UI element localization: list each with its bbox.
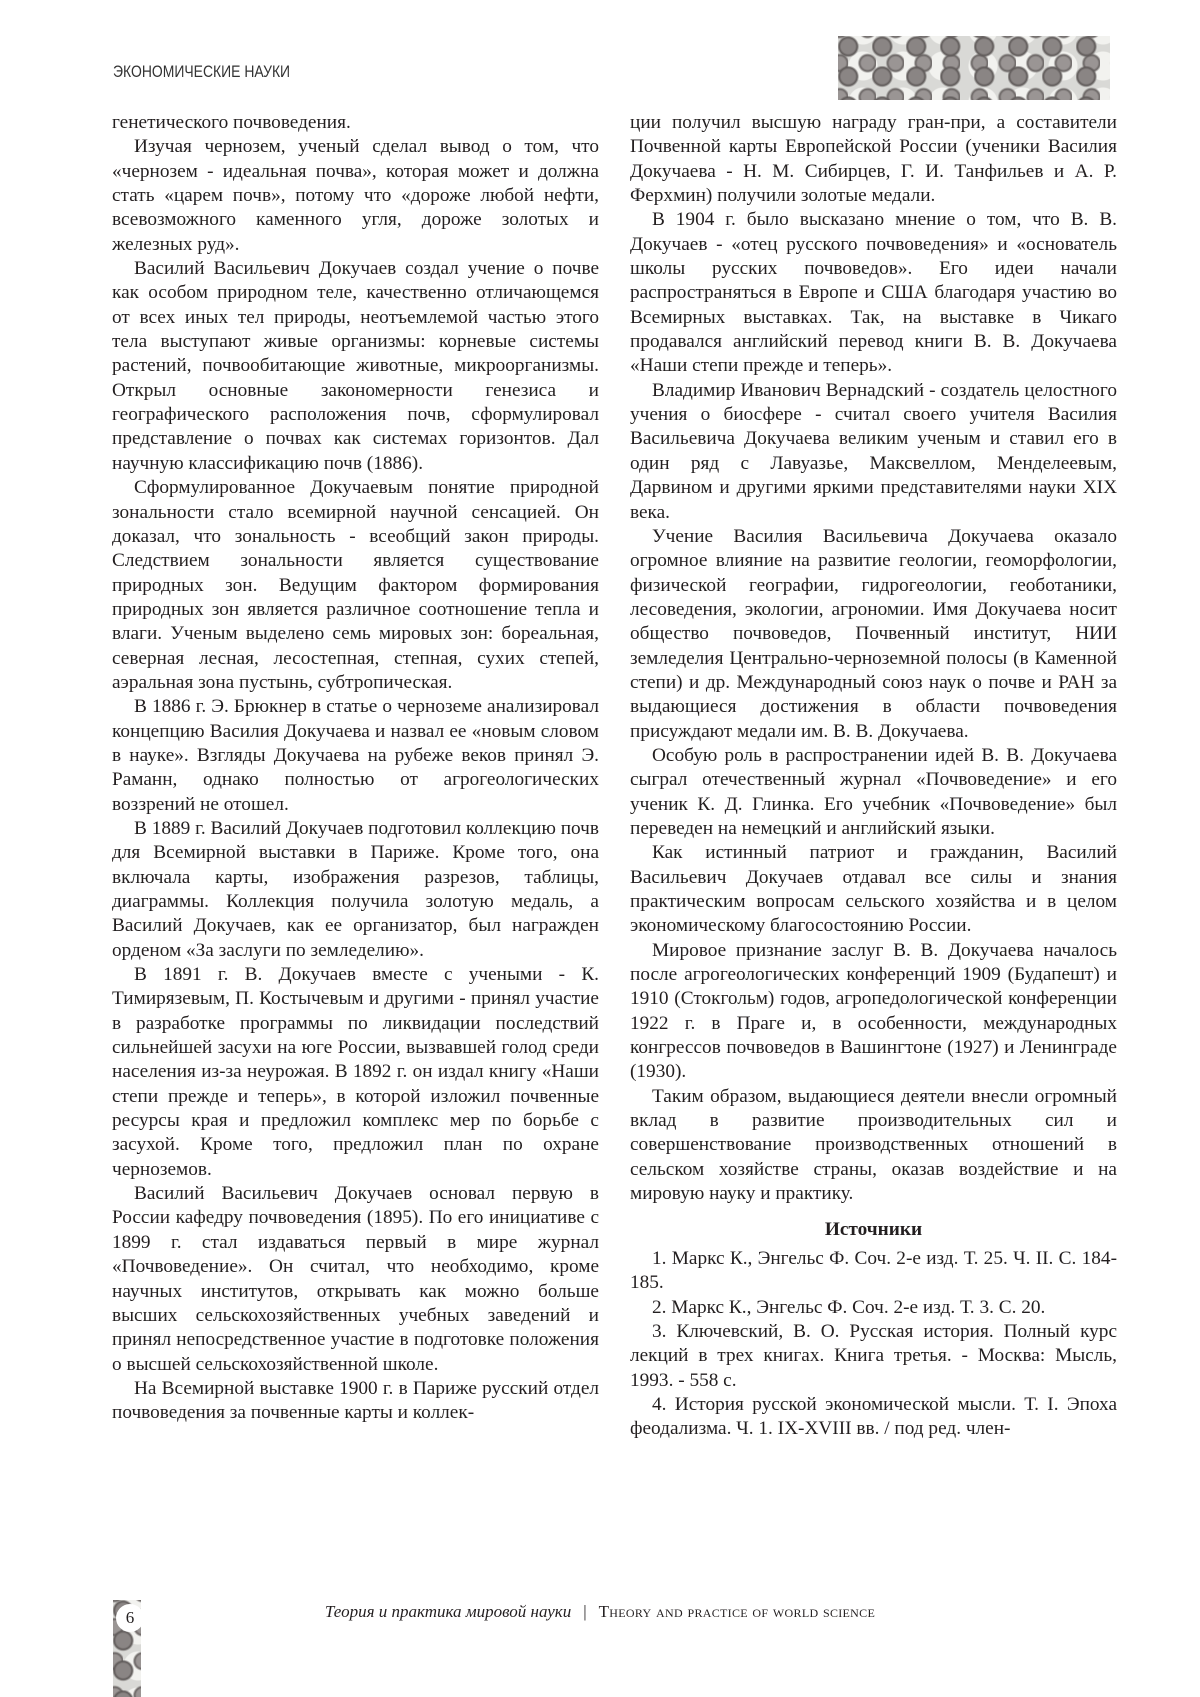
journal-title-en: Theory and practice of world science: [599, 1602, 875, 1621]
reference-item: 3. Ключевский, В. О. Русская история. Полный курс лекций в трех книгах. Книга третья. - Москва: Мысль, 1993. - 558 с.: [630, 1320, 1117, 1393]
reference-item: 4. История русской экономической мысли. Т. I. Эпоха феодализма. Ч. 1. IX-XVIII вв. / под ред. член-: [630, 1393, 1117, 1442]
paragraph: В 1886 г. Э. Брюкнер в статье о черноземе анализировал концепцию Василия Докучаева и назвал ее «новым словом в науке». Взгляды Докучаева на рубеже веков принял Э. Раманн, однако полностью от агрогеологических воззрений не отошел.: [112, 695, 599, 817]
sources-heading: Источники: [630, 1218, 1117, 1242]
paragraph: Василий Васильевич Докучаев создал учение о почве как особом природном теле, качественно отличающемся от всех иных тел природы, неотъемлемой частью этого тела выступают живые организмы: корневые системы растений, почвообитающие животные, микроорганизмы. Открыл основные закономерности генезиса и географического расположения почв, сформулировал представление о почвах как системах горизонтов. Дал научную классификацию почв (1886).: [112, 257, 599, 476]
page-number: 6: [116, 1604, 144, 1632]
reference-item: 1. Маркс К., Энгельс Ф. Соч. 2-е изд. Т. 25. Ч. II. С. 184-185.: [630, 1247, 1117, 1296]
paragraph: Особую роль в распространении идей В. В. Докучаева сыграл отечественный журнал «Почвоведение» и его ученик К. Д. Глинка. Его учебник «Почвоведение» был переведен на немецкий и английский языки.: [630, 744, 1117, 841]
paragraph: Учение Василия Васильевича Докучаева оказало огромное влияние на развитие геологии, геоморфологии, физической географии, гидрогеологии, геоботаники, лесоведения, экологии, агрономии. Имя Докучаева носит общество почвоведов, Почвенный институт, НИИ земледелия Центрально-черноземной полосы (в Каменной степи) и др. Международный союз наук о почве и РАН за выдающиеся достижения в области почвоведения присуждают медали им. В. В. Докучаева.: [630, 525, 1117, 744]
section-header: ЭКОНОМИЧЕСКИЕ НАУКИ: [113, 62, 290, 82]
paragraph: В 1904 г. было высказано мнение о том, что В. В. Докучаев - «отец русского почвоведения» и «основатель школы русских почвоведов». Его идеи начали распространяться в Европе и США благодаря участию во Всемирных выставках. Так, на выставке в Чикаго продавался английский перевод книги В. В. Докучаева «Наши степи прежде и теперь».: [630, 208, 1117, 378]
paragraph: Как истинный патриот и гражданин, Василий Васильевич Докучаев отдавал все силы и знания практическим вопросам сельского хозяйства и в целом экономическому благосостоянию России.: [630, 841, 1117, 938]
paragraph: Сформулированное Докучаевым понятие природной зональности стало всемирной научной сенсацией. Он доказал, что зональность - всеобщий закон природы. Следствием зональности является существование природных зон. Ведущим фактором формирования природных зон является различное соотношение тепла и влаги. Ученым выделено семь мировых зон: бореальная, северная лесная, лесостепная, степная, сухих степей, аэральная зона пустынь, субтропическая.: [112, 476, 599, 695]
footer: [0, 1602, 1200, 1622]
reference-item: 2. Маркс К., Энгельс Ф. Соч. 2-е изд. Т. 3. С. 20.: [630, 1296, 1117, 1320]
footer-separator: |: [583, 1602, 586, 1621]
right-column: [630, 111, 1117, 1442]
paragraph: генетического почвоведения.: [112, 111, 599, 135]
paragraph: В 1889 г. Василий Докучаев подготовил коллекцию почв для Всемирной выставки в Париже. Кроме того, она включала карты, изображения разрезов, таблицы, диаграммы. Коллекция получила золотую медаль, а Василий Докучаев, как ее организатор, был награжден орденом «За заслуги по земледелию».: [112, 817, 599, 963]
paragraph: Таким образом, выдающиеся деятели внесли огромный вклад в развитие производительных сил и совершенствование производственных отношений в сельском хозяйстве страны, оказав воздействие и на мировую науку и практику.: [630, 1085, 1117, 1207]
paragraph: В 1891 г. В. Докучаев вместе с учеными - К. Тимирязевым, П. Костычевым и другими - принял участие в разработке программы по ликвидации последствий сильнейшей засухи на юге России, вызвавшей голод среди населения из-за неурожая. В 1892 г. он издал книгу «Наши степи прежде и теперь», в которой изложил почвенные ресурсы края и предложил комплекс мер по борьбе с засухой. Кроме того, предложил план по охране черноземов.: [112, 963, 599, 1182]
molecule-decoration-image: [838, 36, 1110, 100]
paragraph: Мировое признание заслуг В. В. Докучаева началось после агрогеологических конференций 1909 (Будапешт) и 1910 (Стокгольм) годов, агропедологической конференции 1922 г. в Праге и, в особенности, международных конгрессов почвоведов в Вашингтоне (1927) и Ленинграде (1930).: [630, 939, 1117, 1085]
left-column: [112, 111, 599, 1426]
journal-title-ru: Теория и практика мировой науки: [325, 1602, 571, 1621]
paragraph: На Всемирной выставке 1900 г. в Париже русский отдел почвоведения за почвенные карты и коллек-: [112, 1377, 599, 1426]
paragraph: ции получил высшую награду гран-при, а составители Почвенной карты Европейской России (ученики Василия Докучаева - Н. М. Сибирцев, Г. И. Танфильев и А. Р. Ферхмин) получили золотые медали.: [630, 111, 1117, 208]
paragraph: Изучая чернозем, ученый сделал вывод о том, что «чернозем - идеальная почва», которая может и должна стать «царем почв», потому что «дороже любой нефти, всевозможного каменного угля, дороже золотых и железных руд».: [112, 135, 599, 257]
paragraph: Василий Васильевич Докучаев основал первую в России кафедру почвоведения (1895). По его инициативе с 1899 г. стал издаваться первый в мире журнал «Почвоведение». Он считал, что необходимо, кроме научных институтов, открывать как можно больше высших сельскохозяйственных учебных заведений и принял непосредственное участие в подготовке положения о высшей сельскохозяйственной школе.: [112, 1182, 599, 1377]
paragraph: Владимир Иванович Вернадский - создатель целостного учения о биосфере - считал своего учителя Василия Васильевича Докучаева великим ученым и ставил его в один ряд с Лавуазье, Максвеллом, Менделеевым, Дарвином и другими яркими представителями науки XIX века.: [630, 379, 1117, 525]
